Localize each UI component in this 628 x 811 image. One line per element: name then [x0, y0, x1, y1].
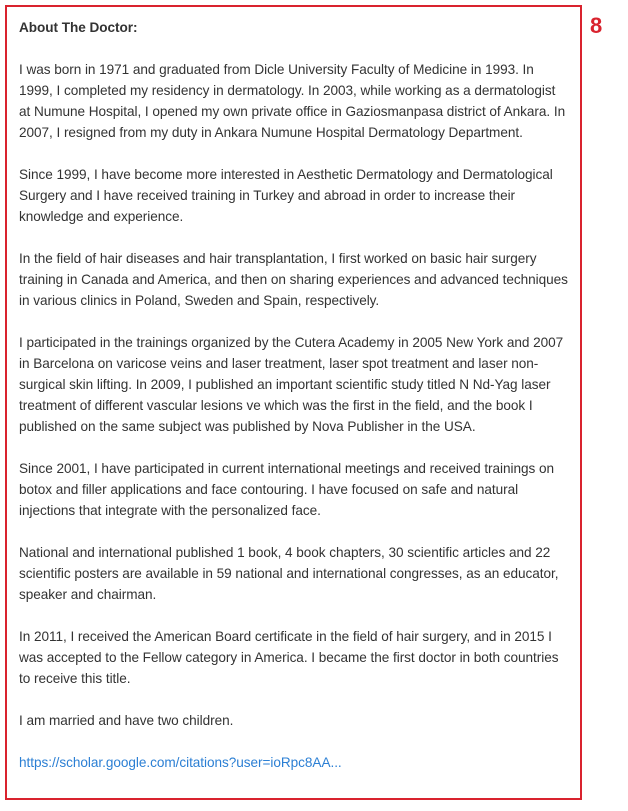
about-doctor-panel — [5, 5, 582, 800]
bio-paragraph-publications: National and international published 1 book, 4 book chapters, 30 scientific articles and 22 scientific posters are available in 59 national and international congresses, as an educator, speaker and chairman. — [19, 545, 559, 602]
annotation-number-badge: 8 — [590, 13, 603, 38]
bio-paragraph-laser-training: I participated in the trainings organized by the Cutera Academy in 2005 New York and 2007 in Barcelona on varicose veins and laser treatment, laser spot treatment and laser non-surgical skin lifting. In 2009, I published an important scientific study titled N Nd-Yag laser treatment of different vascular lesions ve which was the first in the field, and the book I published on the same subject was published by Nova Publisher in the USA. — [19, 335, 564, 434]
bio-paragraph-american-board: In 2011, I received the American Board certificate in the field of hair surgery, and in 2015 I was accepted to the Fellow category in America. I became the first doctor in both countries to receive this title. — [19, 629, 559, 686]
google-scholar-link[interactable]: https://scholar.google.com/citations?user=ioRpc8AA... — [19, 755, 342, 770]
bio-paragraph-injections: Since 2001, I have participated in current international meetings and received trainings on botox and filler applications and face contouring. I have focused on safe and natural injections that integrate with the personalized face. — [19, 461, 554, 518]
bio-paragraph-aesthetic-interest: Since 1999, I have become more interested in Aesthetic Dermatology and Dermatological Surgery and I have received training in Turkey and abroad in order to increase their knowledge and experience. — [19, 167, 553, 224]
bio-paragraph-family: I am married and have two children. — [19, 713, 234, 728]
about-doctor-heading: About The Doctor: — [19, 20, 138, 35]
bio-paragraph-hair-surgery-training: In the field of hair diseases and hair transplantation, I first worked on basic hair surgery training in Canada and America, and then on sharing experiences and advanced techniques in various clinics in Poland, Sweden and Spain, respectively. — [19, 251, 568, 308]
bio-paragraph-education: I was born in 1971 and graduated from Dicle University Faculty of Medicine in 1993. In 1999, I completed my residency in dermatology. In 2003, while working as a dermatologist at Numune Hospital, I opened my own private office in Gaziosmanpasa district of Ankara. In 2007, I resigned from my duty in Ankara Numune Hospital Dermatology Department. — [19, 62, 566, 140]
